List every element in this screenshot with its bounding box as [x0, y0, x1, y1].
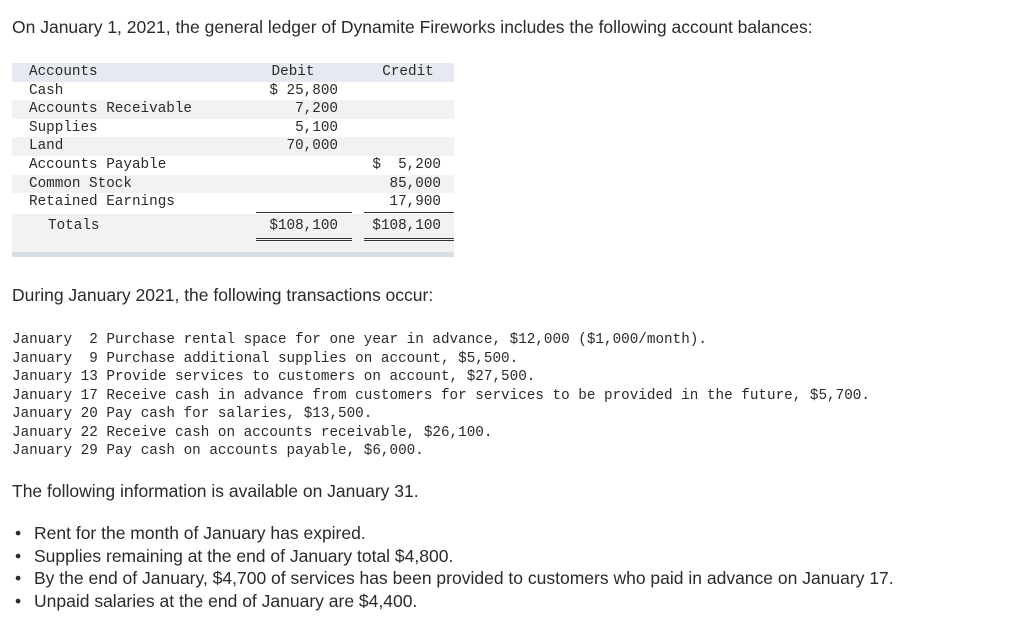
credit-subtotal-rule [364, 212, 454, 213]
header-accounts: Accounts [29, 64, 98, 80]
credit-double-rule [364, 238, 454, 241]
ledger-table [12, 63, 454, 257]
debit-value: 5,100 [295, 119, 338, 136]
account-name: Accounts Receivable [29, 101, 193, 118]
debit-value: 70,000 [286, 138, 338, 155]
bullet-icon: • [15, 590, 22, 611]
info-item [12, 545, 894, 568]
transactions-heading: During January 2021, the following transactions occur: [12, 285, 434, 305]
transaction-line: January 17 Receive cash in advance from customers for services to be provided in the future, $5,700. [12, 387, 870, 404]
transaction-line: January 29 Pay cash on accounts payable, $6,000. [12, 443, 424, 459]
credit-value: 17,900 [389, 194, 441, 211]
ledger-header-row [12, 63, 454, 82]
transaction-line: January 2 Purchase rental space for one year in advance, $12,000 ($1,000/month). [12, 332, 707, 348]
debit-value: 7,200 [295, 101, 338, 118]
transaction-line: January 22 Receive cash on accounts receivable, $26,100. [12, 424, 493, 441]
transactions-list [12, 331, 870, 461]
header-credit: Credit [382, 64, 434, 80]
ledger-row [12, 193, 454, 212]
ledger-row [12, 137, 454, 156]
info-list [12, 522, 894, 612]
account-name: Retained Earnings [29, 194, 175, 211]
info-item-text: By the end of January, $4,700 of services has been provided to customers who paid in advance on January 17. [34, 568, 894, 588]
info-item [12, 522, 894, 545]
account-name: Accounts Payable [29, 156, 167, 173]
info-item-text: Rent for the month of January has expired. [34, 523, 366, 543]
info-item [12, 567, 894, 590]
ledger-totals-row [12, 214, 454, 238]
ledger-row [12, 119, 454, 138]
intro-text: On January 1, 2021, the general ledger of Dynamite Fireworks includes the following account balances: [12, 17, 813, 37]
debit-subtotal-rule [256, 212, 352, 213]
debit-value: $ 25,800 [269, 82, 338, 99]
transaction-line: January 9 Purchase additional supplies on account, $5,500. [12, 350, 519, 367]
ledger-row [12, 175, 454, 194]
debit-double-rule [256, 238, 352, 241]
header-debit: Debit [271, 64, 315, 80]
table-footer-bar [12, 252, 454, 257]
account-name: Common Stock [29, 175, 132, 192]
info-item [12, 590, 894, 613]
info-item-text: Supplies remaining at the end of January total $4,800. [34, 545, 454, 566]
transaction-line: January 13 Provide services to customers on account, $27,500. [12, 369, 536, 385]
transaction-line: January 20 Pay cash for salaries, $13,500. [12, 406, 373, 422]
credit-value: 85,000 [389, 175, 441, 192]
ledger-row [12, 156, 454, 175]
totals-debit: $108,100 [269, 217, 338, 234]
account-name: Cash [29, 82, 64, 99]
account-name: Supplies [29, 119, 98, 136]
totals-double-rule-row [12, 238, 454, 252]
totals-label: Totals [48, 217, 100, 234]
account-name: Land [29, 138, 64, 155]
info-item-text: Unpaid salaries at the end of January are $4,400. [34, 590, 418, 611]
bullet-icon: • [15, 545, 22, 566]
info-heading: The following information is available on January 31. [12, 481, 419, 501]
ledger-row [12, 82, 454, 101]
ledger-row [12, 100, 454, 119]
credit-value: $ 5,200 [372, 156, 441, 173]
totals-credit: $108,100 [372, 217, 441, 234]
bullet-icon: • [15, 523, 22, 543]
bullet-icon: • [15, 568, 22, 588]
